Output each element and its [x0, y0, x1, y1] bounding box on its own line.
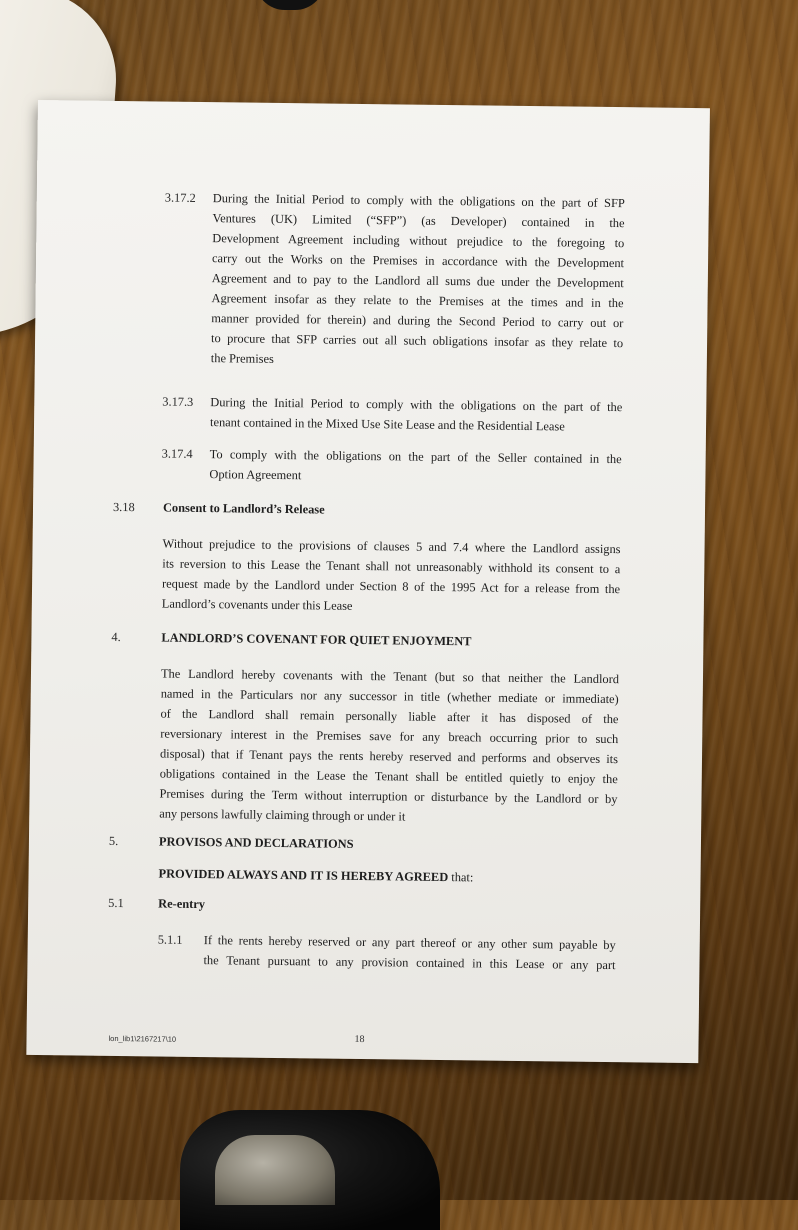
text-line: reversionary interest in the Premises save for any breach occurring prior to such [160, 726, 619, 747]
text-line: Landlord’s covenants under this Lease [161, 596, 353, 613]
clause-3-17-4 [209, 444, 621, 489]
clause-number: 3.18 [112, 499, 135, 515]
text-line: of the Landlord shall remain personally liable after it has disposed of the [160, 706, 619, 727]
text-line: any persons lawfully claiming through or under it [159, 806, 406, 824]
text-line: Without prejudice to the provisions of clauses 5 and 7.4 where the Landlord assigns [162, 536, 621, 557]
clause-number: 5.1.1 [157, 932, 183, 947]
text-line: to procure that SFP carries out all such obligations insofar as they relate to [211, 331, 624, 351]
intro-bold: PROVIDED ALWAYS AND IT IS HEREBY AGREED [158, 866, 449, 885]
text-line: tenant contained in the Mixed Use Site Lease and the Residential Lease [209, 415, 565, 434]
text-line: During the Initial Period to comply with the obligations on the part of the [210, 395, 623, 415]
clause-number: 4. [111, 629, 121, 645]
clause-3-17-2 [211, 188, 625, 373]
clause-5-1-1 [203, 930, 615, 975]
clause-heading: Consent to Landlord’s Release [162, 500, 325, 517]
text-line: Premises during the Term without interruption or disturbance by the Landlord or by [159, 786, 618, 807]
text-line: The Landlord hereby covenants with the Tenant (but so that neither the Landlord [160, 666, 620, 687]
text-line: To comply with the obligations on the part of the Seller contained in the [209, 447, 622, 467]
footer-document-reference: lon_lib1\2167217\10 [108, 1033, 177, 1044]
document-page [26, 100, 710, 1063]
clause-number: 5. [108, 833, 119, 849]
text-line: Development Agreement including without prejudice to the foregoing to [212, 231, 625, 251]
clause-number: 3.17.2 [164, 190, 196, 205]
text-line: Option Agreement [209, 467, 302, 483]
clause-heading: Re-entry [158, 896, 206, 912]
text-line: During the Initial Period to comply with the obligations on the part of SFP [212, 191, 625, 211]
page-text [26, 100, 710, 1063]
text-line: Agreement and to pay to the Landlord all sums due under the Development [211, 271, 624, 291]
text-line: manner provided for therein) and during the Second Period to carry out or [211, 311, 624, 331]
text-line: request made by the Landlord under Section 8 of the 1995 Act for a release from the [162, 576, 621, 597]
clause-3-18-body [162, 534, 621, 620]
clause-number: 3.17.3 [162, 394, 194, 409]
clause-heading: LANDLORD’S COVENANT FOR QUIET ENJOYMENT [161, 630, 472, 649]
clause-number: 3.17.4 [161, 446, 193, 461]
text-line: carry out the Works on the Premises in accordance with the Development [211, 251, 625, 271]
metal-cap [215, 1135, 335, 1205]
text-line: obligations contained in the Lease the Tenant shall be entitled quietly to enjoy the [159, 766, 618, 787]
text-line: Ventures (UK) Limited (“SFP”) (as Developer) contained in the [212, 211, 625, 231]
text-line: disposal) that if Tenant pays the rents hereby reserved and performs and observes its [159, 746, 619, 767]
clause-3-17-3 [210, 392, 622, 437]
footer-page-number: 18 [354, 1033, 365, 1046]
text-line: If the rents hereby reserved or any part thereof or any other sum payable by [203, 933, 616, 953]
intro-rest: that: [448, 870, 474, 885]
text-line: named in the Particulars nor any successor in title (whether mediate or immediate) [160, 686, 619, 707]
clause-4-body [159, 664, 619, 830]
text-line: the Premises [210, 351, 274, 366]
text-line: Agreement insofar as they relate to the Premises at the times and in the [211, 291, 624, 311]
text-line: the Tenant pursuant to any provision contained in this Lease or any part [203, 953, 616, 973]
clause-heading: PROVISOS AND DECLARATIONS [158, 834, 354, 851]
clause-5-intro [158, 864, 616, 890]
text-line: its reversion to this Lease the Tenant shall not unreasonably withhold its consent to a [162, 556, 621, 577]
clause-number: 5.1 [108, 895, 124, 911]
dark-object-top [255, 0, 325, 10]
